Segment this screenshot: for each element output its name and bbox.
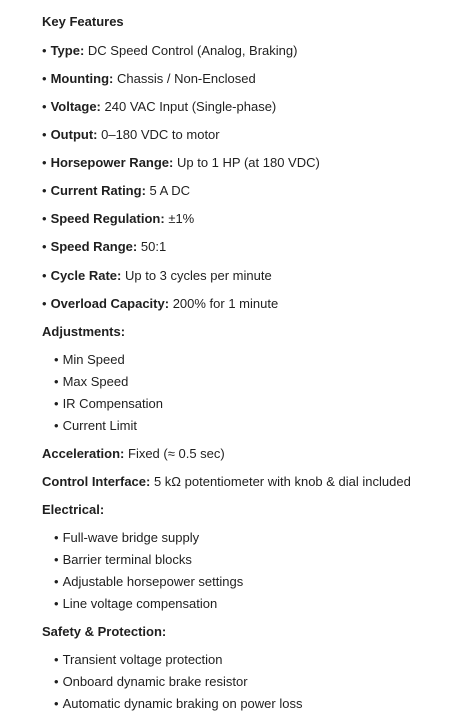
feature-label: Output: [50,127,98,142]
control-interface-value: 5 kΩ potentiometer with knob & dial included [153,474,411,489]
adjustments-heading: Adjustments: [42,324,126,339]
control-interface-label: Control Interface: [42,474,151,489]
list-item: • Current Limit [54,418,137,433]
feature-label: Cycle Rate: [50,268,122,283]
feature-value: 50:1 [140,239,167,254]
feature-overload: • Overload Capacity: 200% for 1 minute [42,296,279,311]
key-features-heading: Key Features [42,14,124,29]
feature-label: Overload Capacity: [50,296,170,311]
feature-label: Current Rating: [50,183,146,198]
list-item: • Automatic dynamic braking on power loss [54,696,303,711]
acceleration-label: Acceleration: [42,446,125,461]
list-item-text: Full-wave bridge supply [62,530,200,545]
feature-label: Speed Range: [50,239,138,254]
feature-type: • Type: DC Speed Control (Analog, Braking) [42,43,298,58]
feature-speed-regulation: • Speed Regulation: ±1% [42,211,195,226]
feature-cycle-rate: • Cycle Rate: Up to 3 cycles per minute [42,268,272,283]
feature-voltage: • Voltage: 240 VAC Input (Single-phase) [42,99,277,114]
feature-value: DC Speed Control (Analog, Braking) [87,43,298,58]
list-item-text: Transient voltage protection [62,652,223,667]
feature-value: ±1% [168,211,195,226]
electrical-heading: Electrical: [42,502,105,517]
feature-label: Mounting: [50,71,114,86]
list-item: • Line voltage compensation [54,596,218,611]
list-item: • Min Speed [54,352,125,367]
acceleration-line [42,446,225,462]
safety-heading: Safety & Protection: [42,624,167,639]
list-item-text: Min Speed [62,352,125,367]
feature-value: Chassis / Non-Enclosed [117,71,256,86]
feature-label: Type: [50,43,85,58]
feature-value: 240 VAC Input (Single-phase) [104,99,277,114]
list-item-text: IR Compensation [62,396,164,411]
list-item-text: Max Speed [62,374,129,389]
list-item: • Max Speed [54,374,129,389]
control-interface-line [42,474,411,490]
acceleration-value: Fixed (≈ 0.5 sec) [128,446,225,461]
feature-label: Horsepower Range: [50,155,174,170]
list-item-text: Line voltage compensation [62,596,218,611]
feature-output: • Output: 0–180 VDC to motor [42,127,220,142]
list-item-text: Adjustable horsepower settings [62,574,244,589]
feature-value: 200% for 1 minute [172,296,279,311]
list-item: • Full-wave bridge supply [54,530,200,545]
feature-current: • Current Rating: 5 A DC [42,183,190,198]
feature-value: 0–180 VDC to motor [101,127,220,142]
list-item-text: Current Limit [62,418,137,433]
list-item: • Onboard dynamic brake resistor [54,674,248,689]
list-item-text: Barrier terminal blocks [62,552,192,567]
feature-value: 5 A DC [149,183,190,198]
feature-label: Speed Regulation: [50,211,165,226]
list-item: • IR Compensation [54,396,164,411]
feature-speed-range: • Speed Range: 50:1 [42,239,167,254]
feature-value: Up to 1 HP (at 180 VDC) [177,155,320,170]
list-item: • Transient voltage protection [54,652,223,667]
feature-horsepower: • Horsepower Range: Up to 1 HP (at 180 VDC) [42,155,320,170]
list-item: • Adjustable horsepower settings [54,574,244,589]
feature-label: Voltage: [50,99,101,114]
feature-value: Up to 3 cycles per minute [125,268,272,283]
list-item-text: Onboard dynamic brake resistor [62,674,248,689]
list-item: • Barrier terminal blocks [54,552,192,567]
list-item-text: Automatic dynamic braking on power loss [62,696,303,711]
feature-mounting: • Mounting: Chassis / Non-Enclosed [42,71,256,86]
